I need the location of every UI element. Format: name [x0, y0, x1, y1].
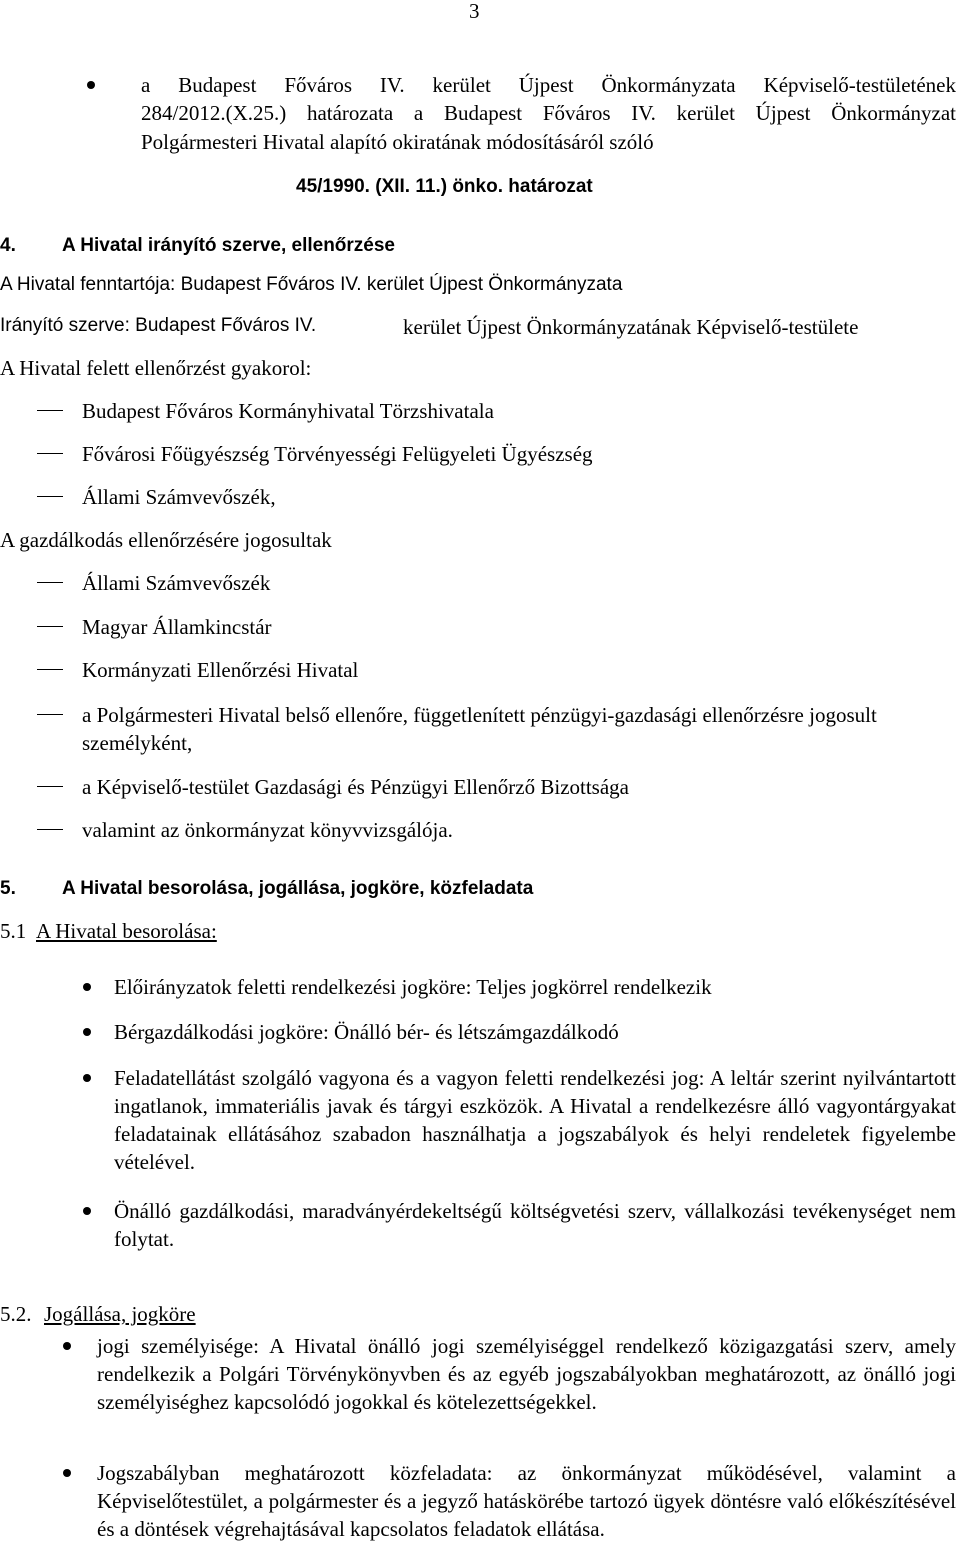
intro-line-1: a Budapest Főváros IV. kerület Újpest Önkormányzata Képviselő-testületének: [141, 73, 956, 97]
sub-5-1-number: 5.1: [0, 919, 27, 943]
dash-icon: [37, 453, 63, 454]
sub-5-2-title: Jogállása, jogköre: [44, 1302, 196, 1326]
gazd-heading: A gazdálkodás ellenőrzésére jogosultak: [0, 528, 332, 552]
bullet-icon: [87, 81, 95, 89]
dash-icon: [37, 410, 63, 411]
page-number: 3: [469, 0, 480, 23]
felett-heading: A Hivatal felett ellenőrzést gyakorol:: [0, 356, 312, 380]
dash-icon: [37, 496, 63, 497]
gazd-item: a Polgármesteri Hivatal belső ellenőre, függetlenített pénzügyi-gazdasági ellenőrzésre jogosult személyként,: [82, 703, 877, 755]
section-4-number: 4.: [0, 235, 16, 256]
dash-icon: [37, 582, 63, 583]
gazd-item: valamint az önkormányzat könyvvizsgálója.: [82, 818, 453, 842]
sub-5-2-item: jogi személyisége: A Hivatal önálló jogi személyiséggel rendelkező közigazgatási szerv, amely rendelkezik a Polgári Törvénykönyvben és az egyéb jogszabályokban meghatározott, az önálló jogi személyiséghez kapcsolódó jogokkal és kötelezettségekkel.: [97, 1334, 956, 1414]
bullet-icon: [83, 1207, 91, 1215]
gazd-item: Állami Számvevőszék: [82, 571, 271, 595]
iranyito-value: kerület Újpest Önkormányzatának Képviselő-testülete: [403, 315, 859, 339]
felett-item: Fővárosi Főügyészség Törvényességi Felügyeleti Ügyészség: [82, 442, 593, 466]
bullet-icon: [63, 1469, 71, 1477]
sub-5-1-item: Feladatellátást szolgáló vagyona és a vagyon feletti rendelkezési jog: A leltár szerint nyilvántartott ingatlanok, immateriális javak és tárgyi eszközök. A Hivatal a rendelkezésre álló vagyontárgyakat feladatainak ellátásához szabadon használhatja a jogszabályok és helyi rendeletek figyelembe vételével.: [114, 1066, 956, 1174]
sub-5-1-item: Előirányzatok feletti rendelkezési jogköre: Teljes jogkörrel rendelkezik: [114, 975, 712, 999]
bullet-icon: [83, 983, 91, 991]
dash-icon: [37, 669, 63, 670]
felett-item: Állami Számvevőszék,: [82, 485, 276, 509]
intro-line-3: Polgármesteri Hivatal alapító okiratának módosításáról szóló: [141, 130, 654, 154]
sub-5-2-item: Jogszabályban meghatározott közfeladata: az önkormányzat működésével, valamint a Képviselőtestület, a polgármester és a jegyző hatáskörébe tartozó ügyek döntésre való előkészítésével és a döntések végrehajtásával kapcsolatos feladatok ellátása.: [97, 1461, 956, 1541]
dash-icon: [37, 714, 63, 715]
intro-line-4: 45/1990. (XII. 11.) önko. határozat: [296, 176, 593, 197]
gazd-item: Kormányzati Ellenőrzési Hivatal: [82, 658, 359, 682]
sub-5-1-item: Önálló gazdálkodási, maradványérdekeltségű költségvetési szerv, vállalkozási tevékenységet nem folytat.: [114, 1199, 956, 1251]
section-5-number: 5.: [0, 878, 16, 899]
felett-item: Budapest Főváros Kormányhivatal Törzshivatala: [82, 399, 494, 423]
bullet-icon: [63, 1342, 71, 1350]
gazd-item: a Képviselő-testület Gazdasági és Pénzügyi Ellenőrző Bizottsága: [82, 775, 629, 799]
iranyito-label: Irányító szerve: Budapest Főváros IV.: [0, 315, 317, 336]
dash-icon: [37, 786, 63, 787]
dash-icon: [37, 626, 63, 627]
sub-5-1-title: A Hivatal besorolása:: [36, 919, 217, 943]
intro-line-2: 284/2012.(X.25.) határozata a Budapest Főváros IV. kerület Újpest Önkormányzat: [141, 101, 956, 125]
sub-5-1-item: Bérgazdálkodási jogköre: Önálló bér- és létszámgazdálkodó: [114, 1020, 619, 1044]
gazd-item: Magyar Államkincstár: [82, 615, 272, 639]
section-4-title: A Hivatal irányító szerve, ellenőrzése: [62, 235, 396, 256]
bullet-icon: [83, 1074, 91, 1082]
sub-5-2-number: 5.2.: [0, 1302, 32, 1326]
section-5-title: A Hivatal besorolása, jogállása, jogköre, közfeladata: [62, 878, 534, 899]
fenntarto-line: A Hivatal fenntartója: Budapest Főváros IV. kerület Újpest Önkormányzata: [0, 274, 623, 295]
bullet-icon: [83, 1028, 91, 1036]
dash-icon: [37, 829, 63, 830]
